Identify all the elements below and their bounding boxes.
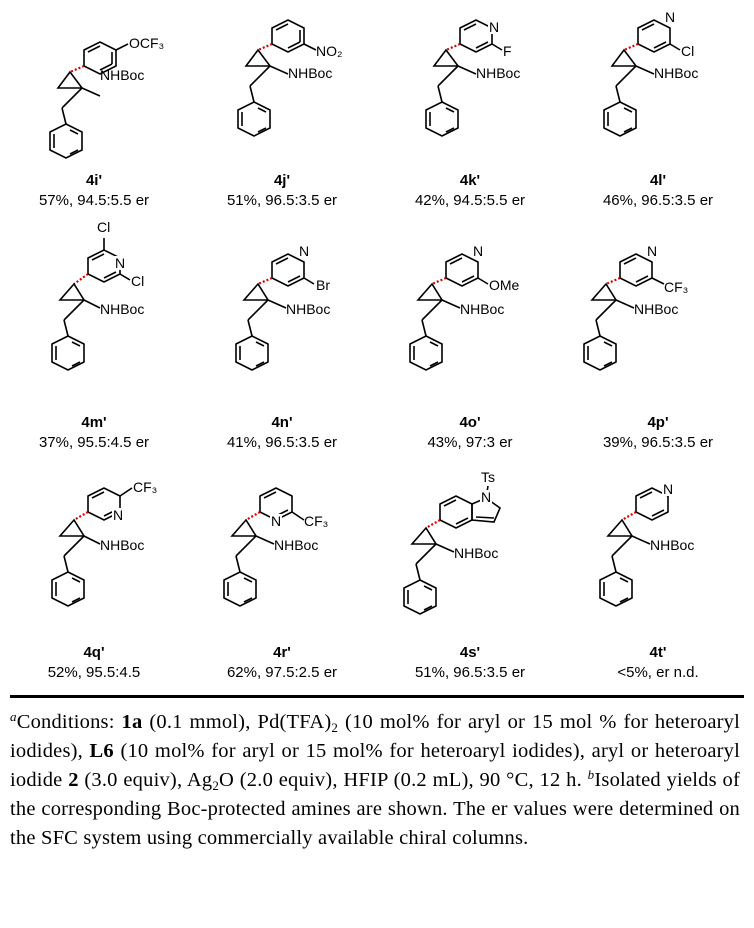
amine-label: NHBoc [454, 545, 499, 561]
compound-ref: 2 [68, 769, 79, 791]
compound-result: 62%, 97.5:2.5 er [226, 664, 338, 681]
compound-result: 46%, 96.5:3.5 er [602, 192, 714, 209]
compound-result: 52%, 95.5:4.5 [47, 664, 141, 681]
subscript: 2 [212, 778, 220, 793]
footnote-text: Isolated yields of the corresponding Boc-protected amines are shown. The er values were determined on the SFC system using commercially available chiral columns. [10, 769, 740, 849]
compound-id: 4l' [649, 172, 667, 189]
footnote [10, 708, 740, 853]
compound-id: 4n' [271, 414, 293, 431]
ring-n-label: N [271, 513, 282, 529]
structure-4r [188, 464, 376, 634]
compound-4l [564, 0, 752, 230]
structure-4t [564, 464, 752, 634]
amine-label: NHBoc [286, 301, 331, 317]
footnote-text: Conditions: [16, 711, 122, 733]
substituent-label: OCF₃ [129, 35, 165, 51]
amine-label: NHBoc [100, 301, 145, 317]
substituent-label: Br [316, 277, 330, 293]
compound-id: 4t' [649, 644, 667, 661]
amine-label: NHBoc [100, 67, 145, 83]
ring-n-label: N [647, 243, 658, 259]
ring-n-label: N [299, 243, 310, 259]
compound-id: 4s' [459, 644, 481, 661]
substituent-label: Cl [97, 219, 111, 235]
compound-id: 4i' [85, 172, 103, 189]
compound-id: 4q' [83, 644, 105, 661]
amine-label: NHBoc [654, 65, 699, 81]
compound-result: 43%, 97:3 er [427, 434, 513, 451]
footnote-text: O (2.0 equiv), HFIP (0.2 mL), 90 °C, 12 h. [219, 769, 588, 791]
structure-4k [376, 0, 564, 170]
substituent-label: Cl [131, 273, 145, 289]
footnote-text: (0.1 mmol), Pd(TFA) [142, 711, 332, 733]
compound-ref: 1a [121, 711, 143, 733]
ligand-ref: L6 [89, 740, 114, 762]
compound-result: 37%, 95.5:4.5 er [38, 434, 150, 451]
compound-4n [188, 218, 376, 451]
structure-4n [188, 218, 376, 388]
amine-label: NHBoc [100, 537, 145, 553]
compound-4k [376, 0, 564, 230]
ring-n-label: N [665, 9, 676, 25]
substituent-label: NO₂ [316, 43, 343, 59]
ring-n-label: N [473, 243, 484, 259]
substituent-label: F [503, 43, 512, 59]
compound-id: 4m' [81, 414, 107, 431]
compound-result: 42%, 94.5:5.5 er [414, 192, 526, 209]
structure-4l [564, 0, 752, 170]
compound-4s [376, 464, 564, 694]
compound-id: 4o' [459, 414, 481, 431]
ring-n-label: N [663, 481, 674, 497]
compound-4i [0, 0, 188, 230]
compound-id: 4p' [647, 414, 669, 431]
footnote-text: (3.0 equiv), Ag [78, 769, 213, 791]
footnote-mark-a: a [10, 709, 17, 724]
substituent-label: Ts [481, 469, 495, 485]
compound-4o [376, 218, 564, 451]
structure-4p [564, 218, 752, 388]
amine-label: NHBoc [476, 65, 521, 81]
table-rule [10, 695, 744, 698]
footnote-mark-b: b [587, 767, 595, 782]
structure-4o [376, 218, 564, 388]
structure-4j [188, 0, 376, 170]
compound-result: 39%, 96.5:3.5 er [602, 434, 714, 451]
substituent-label: CF₃ [304, 513, 329, 529]
compound-id: 4r' [273, 644, 291, 661]
compound-result: 51%, 96.5:3.5 er [226, 192, 338, 209]
ring-n-label: N [113, 507, 124, 523]
compound-4p [564, 218, 752, 451]
compound-result: 51%, 96.5:3.5 er [414, 664, 526, 681]
compound-result: 57%, 94.5:5.5 er [38, 192, 150, 209]
amine-label: NHBoc [634, 301, 679, 317]
compound-4r [188, 464, 376, 694]
structure-4q [0, 464, 188, 634]
structure-4i [0, 0, 188, 170]
structure-4m [0, 218, 188, 388]
footnote-text: (10 mol% for aryl or 15 mol % for heteroaryl iodides), [10, 711, 741, 762]
compound-result: <5%, er n.d. [617, 664, 699, 681]
ring-n-label: N [489, 19, 500, 35]
substituent-label: OMe [489, 277, 520, 293]
amine-label: NHBoc [274, 537, 319, 553]
substituent-label: CF₃ [664, 279, 689, 295]
amine-label: NHBoc [460, 301, 505, 317]
structure-4s [376, 464, 564, 634]
ring-n-label: N [481, 489, 492, 505]
compound-result: 41%, 96.5:3.5 er [226, 434, 338, 451]
substituent-label: CF₃ [133, 479, 158, 495]
ring-n-label: N [115, 255, 126, 271]
subscript: 2 [331, 720, 339, 735]
substituent-label: Cl [681, 43, 695, 59]
amine-label: NHBoc [650, 537, 695, 553]
footnote-text: (10 mol% for aryl or 15 mol% for heteroaryl iodides), aryl or heteroaryl iodide [10, 740, 741, 791]
compound-id: 4j' [273, 172, 291, 189]
compound-4t [564, 464, 752, 694]
compound-id: 4k' [459, 172, 481, 189]
amine-label: NHBoc [288, 65, 333, 81]
compound-4m [0, 218, 188, 451]
compound-4q [0, 464, 188, 694]
compound-4j [188, 0, 376, 230]
